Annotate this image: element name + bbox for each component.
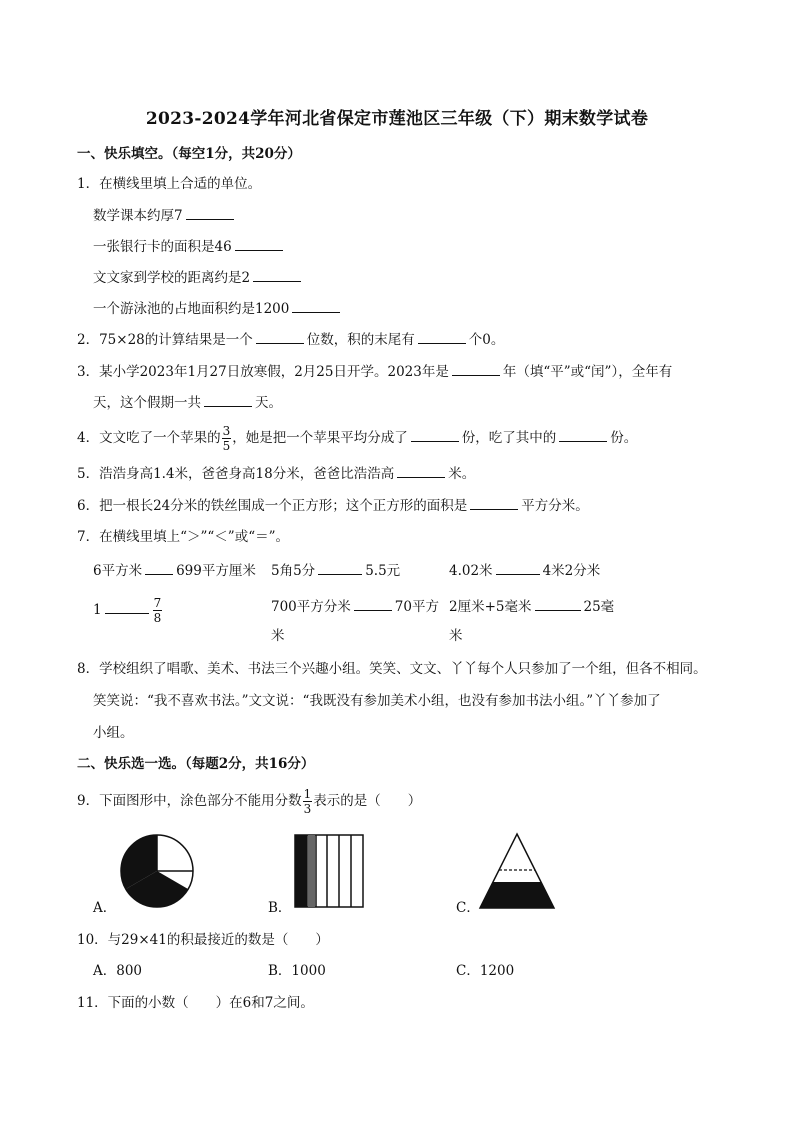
q9-text-2: 表示的是（ ） bbox=[313, 793, 422, 809]
q11-stem: 11．下面的小数（ ）在6和7之间。 bbox=[77, 995, 314, 1011]
q10-option-b[interactable]: B．1000 bbox=[268, 963, 326, 979]
q2 bbox=[77, 329, 504, 350]
q6-text-2: 平方分米。 bbox=[521, 498, 589, 514]
q9-option-a[interactable]: A． bbox=[93, 900, 117, 916]
fraction-denominator: 3 bbox=[303, 802, 312, 816]
q8-line-1: 8．学校组织了唱歌、美术、书法三个兴趣小组。笑笑、文文、丫丫每个人只参加了一个组，但各不相同。 bbox=[77, 661, 707, 677]
answer-blank[interactable] bbox=[452, 361, 500, 376]
q4 bbox=[77, 424, 637, 453]
q6-text-1: 6．把一根长24分米的铁丝围成一个正方形；这个正方形的面积是 bbox=[77, 498, 468, 514]
q7-r2c-left: 2厘米+5毫米 bbox=[449, 599, 532, 615]
q3-text-2: 年（填“平”或“闰”），全年有 bbox=[502, 364, 673, 380]
q9-option-b[interactable]: B． bbox=[268, 900, 292, 916]
figure-b-strips bbox=[294, 834, 364, 908]
q2-text-1: 2．75×28的计算结果是一个 bbox=[77, 332, 253, 348]
q2-text-3: 个0。 bbox=[468, 332, 505, 348]
q4-text-3: 份，吃了其中的 bbox=[461, 430, 557, 446]
fraction-denominator: 8 bbox=[153, 611, 162, 625]
q2-text-2: 位数，积的末尾有 bbox=[306, 332, 415, 348]
q8-line-3 bbox=[93, 722, 134, 743]
answer-blank[interactable] bbox=[204, 392, 252, 407]
q1-b-text: 一张银行卡的面积是46 bbox=[93, 239, 232, 255]
q6 bbox=[77, 495, 589, 516]
answer-blank[interactable] bbox=[411, 427, 459, 442]
q8-text-3: 小组。 bbox=[93, 725, 134, 741]
q1-item-c bbox=[93, 267, 304, 288]
q7-r2b-right: 70平方 bbox=[394, 599, 439, 615]
q3-line-2 bbox=[93, 392, 282, 413]
answer-blank[interactable] bbox=[559, 427, 607, 442]
q5-text-2: 米。 bbox=[448, 466, 476, 482]
fraction-numerator: 3 bbox=[222, 424, 231, 438]
q10-stem: 10．与29×41的积最接近的数是（ ） bbox=[77, 932, 329, 948]
q7-fraction bbox=[153, 596, 163, 625]
q10-option-c[interactable]: C．1200 bbox=[456, 963, 515, 979]
q7-r1a-right: 699平方厘米 bbox=[176, 563, 256, 579]
q3-text-3: 天，这个假期一共 bbox=[93, 395, 201, 411]
answer-blank[interactable] bbox=[470, 495, 518, 510]
answer-blank[interactable] bbox=[318, 560, 362, 575]
q1-item-a bbox=[93, 205, 237, 226]
q7-row1-a bbox=[93, 560, 256, 581]
q9-stem bbox=[77, 787, 421, 816]
answer-blank[interactable] bbox=[292, 298, 340, 313]
q7-r2b-unit: 米 bbox=[271, 628, 285, 644]
q7-row2-c bbox=[449, 596, 614, 617]
q7-r1c-right: 4米2分米 bbox=[542, 563, 601, 579]
page-title: 2023-2024学年河北省保定市莲池区三年级（下）期末数学试卷 bbox=[145, 109, 649, 129]
q7-r2c-unit: 米 bbox=[449, 628, 463, 644]
q5-text-1: 5．浩浩身高1.4米，爸爸身高18分米，爸爸比浩浩高 bbox=[77, 466, 395, 482]
q7-row1-b bbox=[271, 560, 400, 581]
q4-text-2: ，她是把一个苹果平均分成了 bbox=[232, 430, 408, 446]
q7-row2-b bbox=[271, 596, 439, 617]
q7-row1-c bbox=[449, 560, 600, 581]
answer-blank[interactable] bbox=[235, 236, 283, 251]
q3-text-4: 天。 bbox=[255, 395, 282, 411]
fraction-denominator: 5 bbox=[222, 439, 231, 453]
figure-c-triangle bbox=[478, 832, 556, 910]
answer-blank[interactable] bbox=[253, 267, 301, 282]
q10-option-a[interactable]: A．800 bbox=[93, 963, 143, 979]
fraction-numerator: 7 bbox=[153, 596, 162, 610]
q1-item-b bbox=[93, 236, 286, 257]
q7-stem: 7．在横线里填上“＞”“＜”或“＝”。 bbox=[77, 529, 289, 545]
q4-fraction bbox=[222, 424, 232, 453]
answer-blank[interactable] bbox=[397, 463, 445, 478]
q4-text-4: 份。 bbox=[610, 430, 638, 446]
q1-c-text: 文文家到学校的距离约是2 bbox=[93, 270, 251, 286]
q1-stem: 1．在横线里填上合适的单位。 bbox=[77, 176, 262, 192]
q7-r2c-right: 25毫 bbox=[583, 599, 615, 615]
q3-text-1: 3．某小学2023年1月27日放寒假，2月25日开学。2023年是 bbox=[77, 364, 449, 380]
section-2-heading: 二、快乐选一选。（每题2分，共16分） bbox=[77, 756, 315, 772]
q9-option-c[interactable]: C． bbox=[456, 900, 480, 916]
fraction-numerator: 1 bbox=[303, 787, 312, 801]
q1-d-text: 一个游泳池的占地面积约是1200 bbox=[93, 301, 290, 317]
q9-fraction bbox=[303, 787, 313, 816]
answer-blank[interactable] bbox=[186, 205, 234, 220]
answer-blank[interactable] bbox=[418, 329, 466, 344]
answer-blank[interactable] bbox=[145, 560, 173, 575]
answer-blank[interactable] bbox=[496, 560, 540, 575]
q7-r1a-left: 6平方米 bbox=[93, 563, 143, 579]
q8-line-2: 笑笑说：“我不喜欢书法。”文文说：“我既没有参加美术小组，也没有参加书法小组。”丫丫参加了 bbox=[93, 693, 661, 709]
q5 bbox=[77, 463, 475, 484]
q4-text-1: 4．文文吃了一个苹果的 bbox=[77, 430, 221, 446]
answer-blank[interactable] bbox=[256, 329, 304, 344]
q9-text-1: 9．下面图形中，涂色部分不能用分数 bbox=[77, 793, 302, 809]
answer-blank[interactable] bbox=[535, 596, 581, 611]
q7-row2-a bbox=[93, 596, 163, 625]
q1-a-text: 数学课本约厚7 bbox=[93, 208, 183, 224]
answer-blank[interactable] bbox=[105, 599, 149, 614]
q7-r1b-right: 5.5元 bbox=[365, 563, 401, 579]
q1-item-d bbox=[93, 298, 343, 319]
section-1-heading: 一、快乐填空。（每空1分，共20分） bbox=[77, 146, 301, 162]
q7-r1b-left: 5角5分 bbox=[271, 563, 316, 579]
q7-r1c-left: 4.02米 bbox=[449, 563, 493, 579]
figure-a-circle bbox=[118, 832, 196, 910]
q3-line-1 bbox=[77, 361, 672, 382]
q7-r2b-left: 700平方分米 bbox=[271, 599, 351, 615]
answer-blank[interactable] bbox=[354, 596, 392, 611]
q7-r2a-left: 1 bbox=[93, 602, 102, 618]
